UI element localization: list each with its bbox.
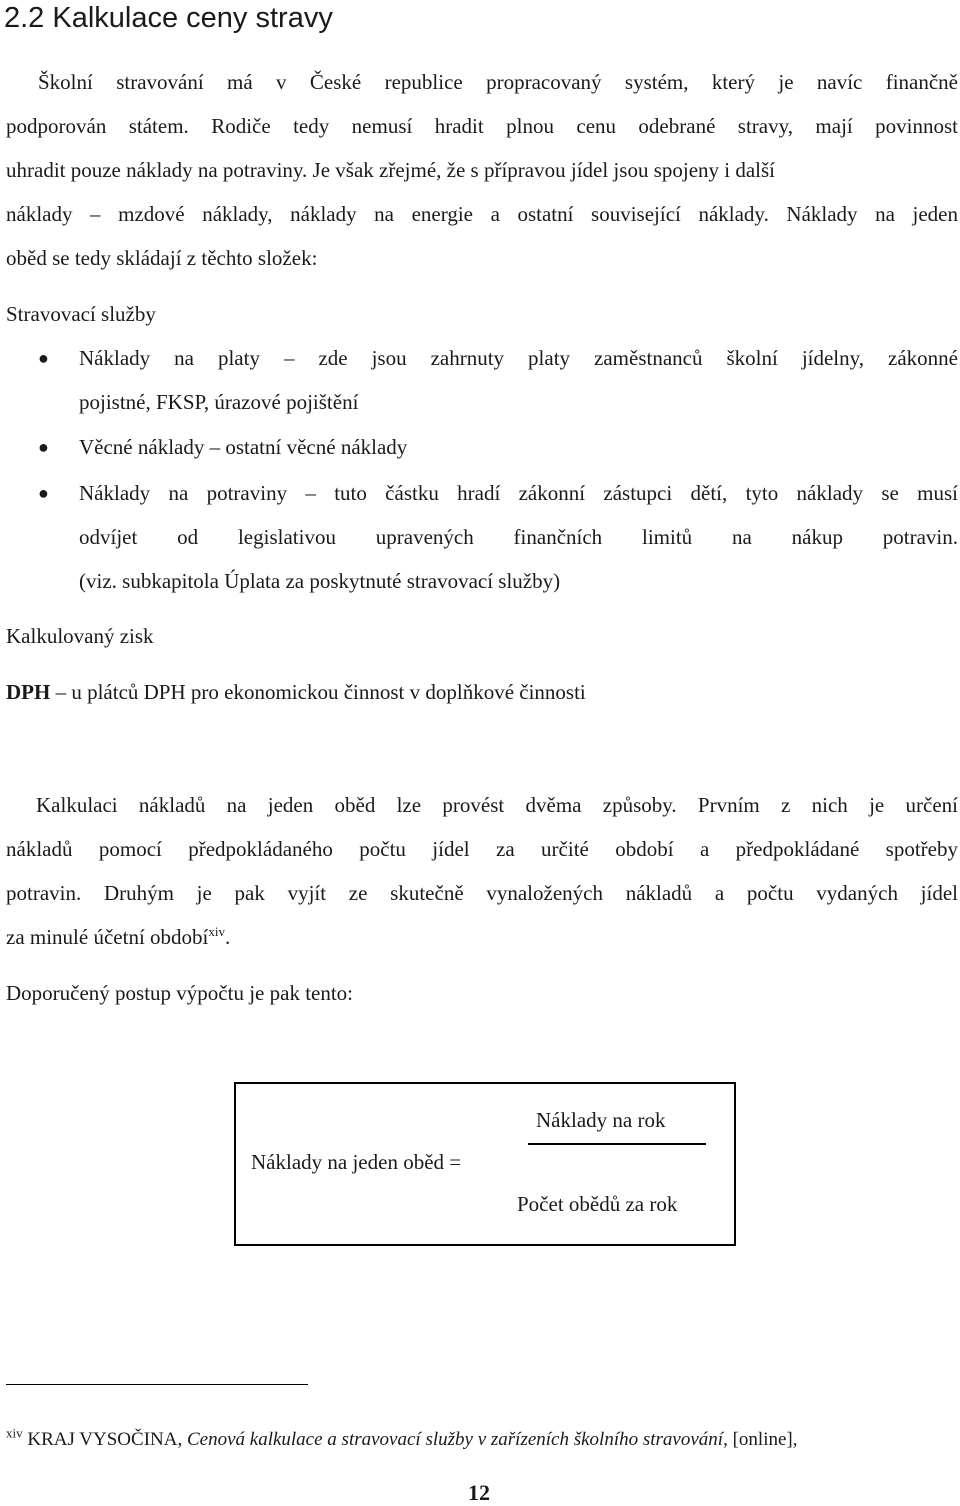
- paragraph-line-text: za minulé účetní období: [6, 925, 209, 949]
- fraction-line: [528, 1143, 706, 1145]
- section-label-stravovaci-sluzby: Stravovací služby: [6, 302, 156, 326]
- paragraph-line: Kalkulaci nákladů na jeden oběd lze provést dvěma způsoby. Prvním z nich je určení: [36, 793, 958, 817]
- bullet-dot: ●: [38, 483, 49, 503]
- paragraph-line: náklady – mzdové náklady, náklady na energie a ostatní související náklady. Náklady na jeden: [6, 202, 958, 226]
- bullet-line: Náklady na potraviny – tuto částku hradí zákonní zástupci dětí, tyto náklady se musí: [79, 481, 958, 505]
- formula-denominator: Počet obědů za rok: [517, 1192, 678, 1216]
- paragraph-line: Školní stravování má v České republice propracovaný systém, který je navíc finančně: [38, 70, 958, 94]
- footnote-text-end: , [online],: [723, 1429, 798, 1450]
- bullet-dot: ●: [38, 348, 49, 368]
- dph-line: [6, 670, 586, 714]
- paragraph-line: podporován státem. Rodiče tedy nemusí hradit plnou cenu odebrané stravy, mají povinnost: [6, 114, 958, 138]
- procedure-intro: Doporučený postup výpočtu je pak tento:: [6, 981, 354, 1005]
- footnote-title: Cenová kalkulace a stravovací služby v zařízeních školního stravování: [186, 1429, 724, 1450]
- bullet-line: pojistné, FKSP, úrazové pojištění: [79, 390, 359, 414]
- dph-text: – u plátců DPH pro ekonomickou činnost v doplňkové činnosti: [50, 680, 586, 704]
- bullet-line: Věcné náklady – ostatní věcné náklady: [79, 435, 408, 459]
- paragraph-line: potravin. Druhým je pak vyjít ze skutečně vynaložených nákladů a počtu vydaných jídel: [6, 881, 958, 905]
- paragraph-line: nákladů pomocí předpokládaného počtu jídel za určité období a předpokládané spotřeby: [6, 837, 958, 861]
- formula-numerator: Náklady na rok: [536, 1108, 666, 1132]
- formula-lhs: Náklady na jeden oběd =: [251, 1150, 462, 1174]
- bullet-line: (viz. subkapitola Úplata za poskytnuté stravovací služby): [79, 569, 561, 593]
- section-heading: 2.2 Kalkulace ceny stravy: [4, 2, 333, 34]
- paragraph-line: [6, 915, 230, 959]
- bullet-line: Náklady na platy – zde jsou zahrnuty platy zaměstnanců školní jídelny, zákonné: [79, 346, 958, 370]
- page-number: 12: [468, 1480, 490, 1505]
- bullet-line: odvíjet od legislativou upravených finančních limitů na nákup potravin.: [79, 525, 958, 549]
- section-label-kalkulovany-zisk: Kalkulovaný zisk: [6, 624, 154, 648]
- paragraph-line-text: uhradit pouze náklady na potraviny. Je však zřejmé, že s přípravou jídel jsou spojeny i další: [6, 158, 776, 182]
- paragraph-line: [6, 148, 958, 192]
- footnote: [6, 1425, 798, 1452]
- paragraph-line-end: .: [225, 925, 231, 949]
- footnote-text: KRAJ VYSOČINA,: [22, 1429, 187, 1450]
- footnote-rule: [6, 1384, 308, 1385]
- dph-label: DPH: [6, 680, 51, 704]
- bullet-dot: ●: [38, 437, 49, 457]
- footnote-reference: xiv: [208, 924, 225, 939]
- paragraph-line: oběd se tedy skládají z těchto složek:: [6, 246, 318, 270]
- footnote-mark: xiv: [6, 1425, 23, 1441]
